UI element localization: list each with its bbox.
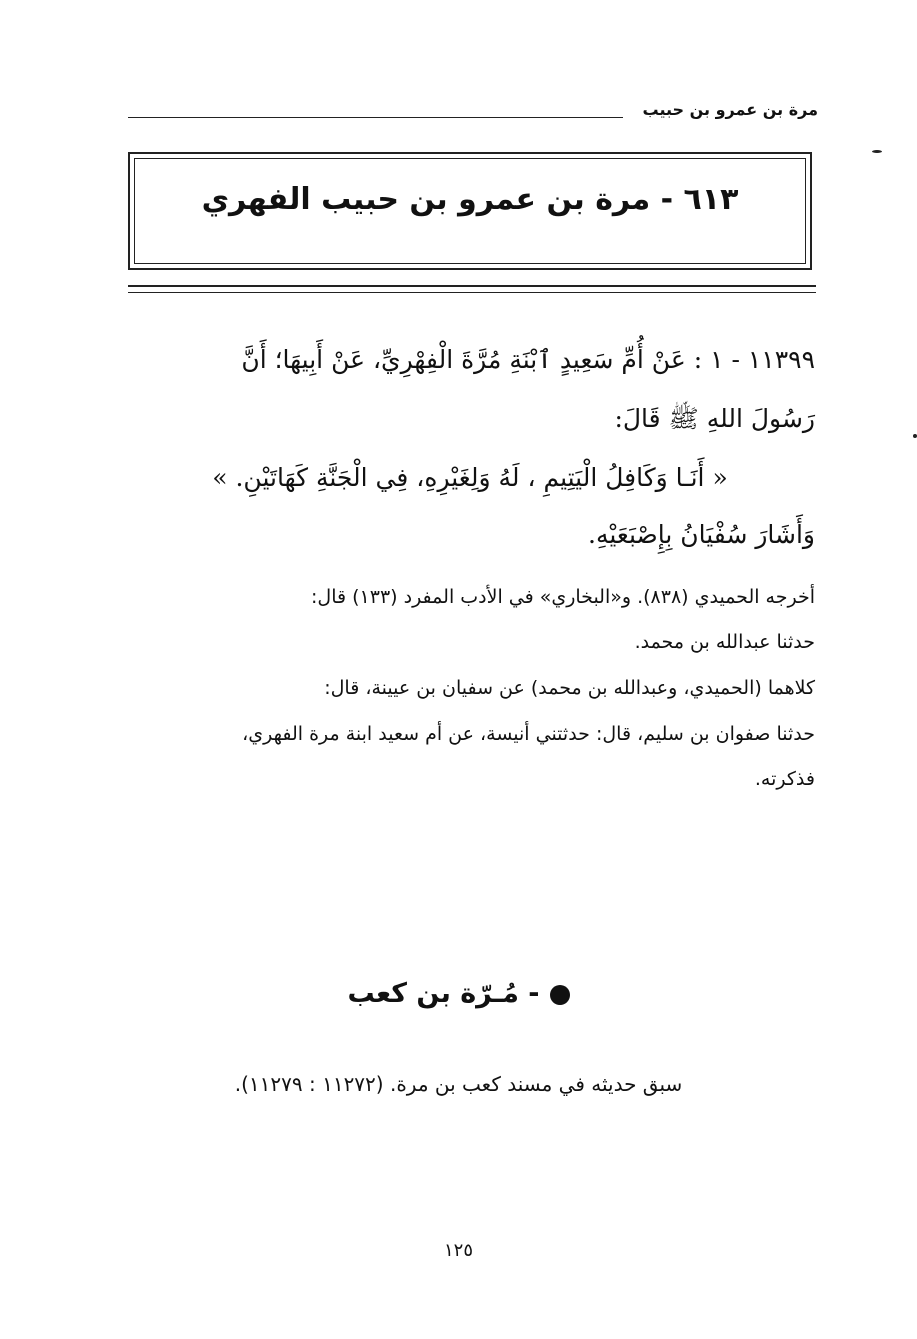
takhrij-line-3: كلاهما (الحميدي، وعبدالله بن محمد) عن سفيان بن عيينة، قال: — [324, 677, 815, 699]
page-number: ١٢٥ — [443, 1240, 473, 1261]
bullet-icon — [550, 985, 570, 1005]
chapter-title-box — [128, 152, 812, 270]
chapter-title: ٦١٣ - مرة بن عمرو بن حبيب الفهري — [201, 182, 739, 217]
takhrij-line-4: حدثنا صفوان بن سليم، قال: حدثتني أنيسة، عن أم سعيد ابنة مرة الفهري، — [242, 723, 815, 745]
header-rule — [128, 117, 623, 118]
takhrij-line-2: حدثنا عبدالله بن محمد. — [634, 631, 815, 653]
hadith-line-2: رَسُولَ اللهِ ﷺ قَالَ: — [614, 404, 815, 433]
running-header — [128, 95, 818, 135]
hadith-line-1: ١١٣٩٩ - ١ : عَنْ أُمِّ سَعِيدٍ ٱبْنَةِ مُرَّةَ الْفِهْرِيِّ، عَنْ أَبِيهَا؛ أَنَّ — [241, 345, 815, 374]
section-heading — [0, 978, 917, 1009]
hadith-matn: « أَنَـا وَكَافِلُ الْيَتِيمِ ، لَهُ وَلِغَيْرِهِ، فِي الْجَنَّةِ كَهَاتَيْنِ. » — [212, 463, 728, 492]
section-heading-text: - مُـرّة بن كعب — [347, 978, 540, 1009]
running-header-title: مرة بن عمرو بن حبيب — [642, 100, 818, 119]
scan-speck — [913, 434, 917, 438]
scan-speck — [872, 150, 882, 153]
takhrij-line-5: فذكرته. — [754, 768, 815, 790]
takhrij-line-1: أخرجه الحميدي (٨٣٨). و«البخاري» في الأدب المفرد (١٣٣) قال: — [311, 586, 815, 608]
cross-reference-note: سبق حديثه في مسند كعب بن مرة. (١١٢٧٢ : ١١٢٧٩). — [234, 1072, 683, 1096]
section-divider — [128, 285, 816, 293]
hadith-line-4: وَأَشَارَ سُفْيَانُ بِإِصْبَعَيْهِ. — [588, 520, 815, 549]
